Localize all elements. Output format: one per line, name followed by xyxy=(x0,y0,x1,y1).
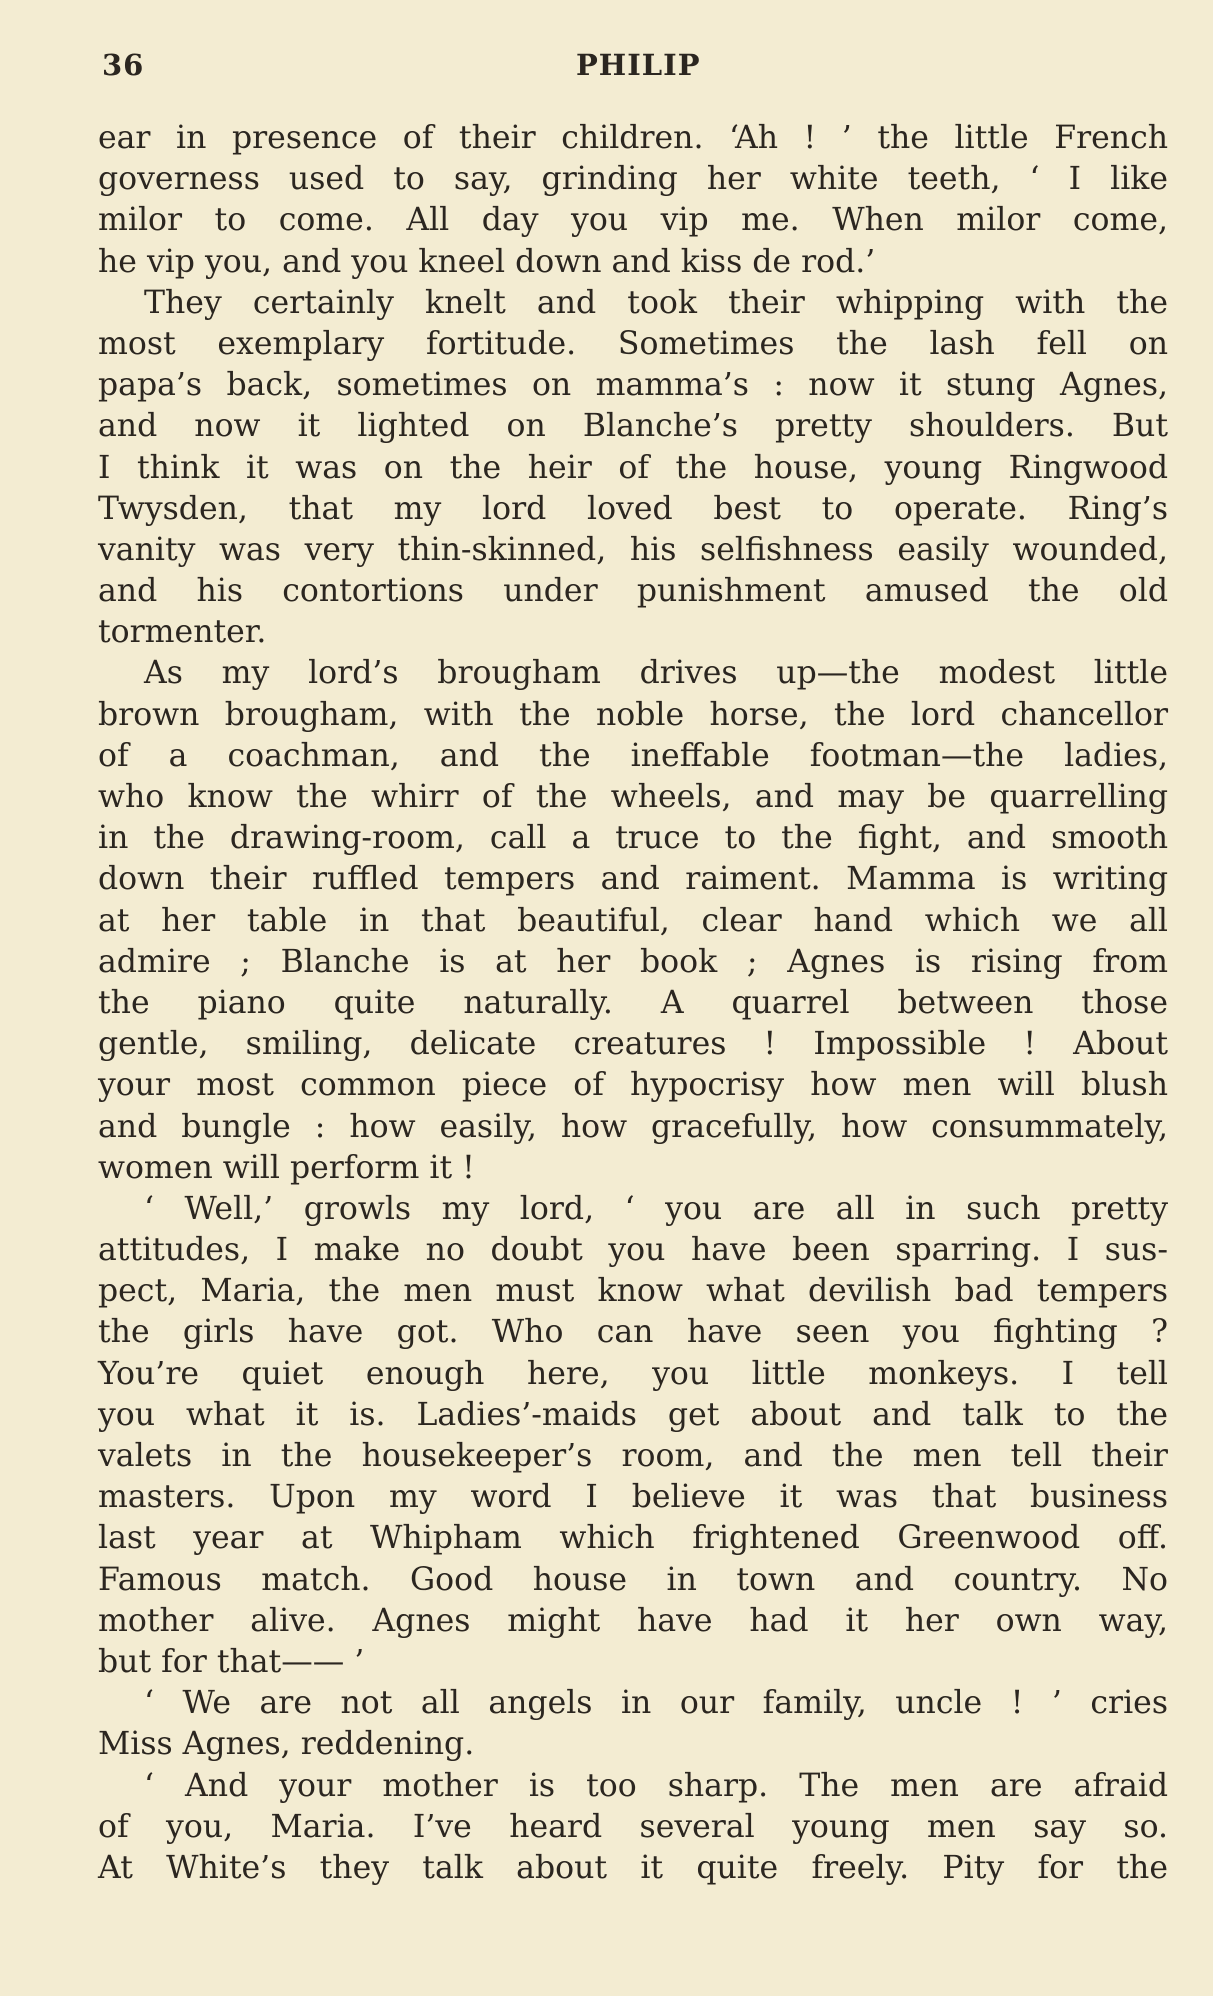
text-line: and now it lighted on Blanche’s pretty shoulders. But xyxy=(98,408,1168,445)
running-head xyxy=(102,48,1167,88)
text-line: you what it is. Ladies’-maids get about and talk to the xyxy=(98,1396,1168,1433)
text-line: mother alive. Agnes might have had it her own way, xyxy=(98,1602,1168,1639)
text-line: and bungle : how easily, how gracefully, how consummately, xyxy=(98,1108,1168,1145)
text-line: ‘ And your mother is too sharp. The men are afraid xyxy=(144,1767,1168,1804)
text-line: valets in the housekeeper’s room, and the men tell their xyxy=(98,1438,1168,1474)
text-line: ‘ Well,’ growls my lord, ‘ you are all in such pretty xyxy=(144,1190,1168,1227)
text-line: who know the whirr of the wheels, and may be quarrelling xyxy=(98,779,1168,815)
text-line: at her table in that beautiful, clear hand which we all xyxy=(98,902,1168,939)
text-line: governess used to say, grinding her white teeth, ‘ I like xyxy=(98,161,1168,198)
text-line: last year at Whipham which frightened Greenwood off. xyxy=(98,1520,1168,1557)
text-line: gentle, smiling, delicate creatures ! Impossible ! About xyxy=(98,1026,1168,1063)
text-line: As my lord’s brougham drives up—the modest little xyxy=(144,655,1168,692)
text-line: he vip you, and you kneel down and kiss de rod.’ xyxy=(98,243,876,280)
text-line: the girls have got. Who can have seen you fighting ? xyxy=(98,1314,1168,1351)
text-line: papa’s back, sometimes on mamma’s : now it stung Agnes, xyxy=(98,367,1168,404)
running-title: PHILIP xyxy=(576,48,701,82)
text-line: of you, Maria. I’ve heard several young men say so. xyxy=(98,1808,1168,1845)
text-line: milor to come. All day you vip me. When milor come, xyxy=(98,202,1168,239)
paragraph xyxy=(98,1683,1168,1765)
page-number: 36 xyxy=(102,48,145,82)
paragraph xyxy=(98,118,1168,283)
text-line: pect, Maria, the men must know what devilish bad tempers xyxy=(98,1273,1168,1310)
paragraph xyxy=(98,1766,1168,1890)
paragraph xyxy=(98,283,1168,654)
text-line: Twysden, that my lord loved best to operate. Ring’s xyxy=(98,490,1168,527)
text-line: tormenter. xyxy=(98,614,267,651)
text-line: vanity was very thin-skinned, his selfishness easily wounded, xyxy=(98,531,1168,568)
text-line: attitudes, I make no doubt you have been sparring. I sus- xyxy=(98,1232,1168,1269)
text-line: and his contortions under punishment amused the old xyxy=(98,573,1168,610)
text-line: but for that—— ’ xyxy=(98,1643,365,1680)
text-line: your most common piece of hypocrisy how men will blush xyxy=(98,1067,1168,1104)
text-line: Miss Agnes, reddening. xyxy=(98,1726,475,1763)
text-line: in the drawing-room, call a truce to the fight, and smooth xyxy=(98,820,1168,857)
text-line: I think it was on the heir of the house, young Ringwood xyxy=(98,449,1168,486)
paragraph xyxy=(98,1189,1168,1683)
text-line: ‘ We are not all angels in our family, uncle ! ’ cries xyxy=(144,1685,1168,1722)
text-line: of a coachman, and the ineffable footman—the ladies, xyxy=(98,737,1168,774)
text-line: You’re quiet enough here, you little monkeys. I tell xyxy=(98,1355,1168,1392)
paragraph xyxy=(98,653,1168,1188)
text-line: ear in presence of their children. ‘Ah ! ’ the little French xyxy=(98,120,1168,156)
text-line: They certainly knelt and took their whipping with the xyxy=(144,284,1168,321)
text-line: masters. Upon my word I believe it was that business xyxy=(98,1479,1168,1516)
text-line: most exemplary fortitude. Sometimes the lash fell on xyxy=(98,325,1168,362)
text-line: At White’s they talk about it quite freely. Pity for the xyxy=(98,1849,1168,1886)
text-line: Famous match. Good house in town and country. No xyxy=(98,1561,1168,1598)
text-line: the piano quite naturally. A quarrel between those xyxy=(98,984,1168,1021)
text-line: women will perform it ! xyxy=(98,1149,475,1186)
text-line: down their ruffled tempers and raiment. Mamma is writing xyxy=(98,861,1168,898)
text-line: admire ; Blanche is at her book ; Agnes is rising from xyxy=(98,943,1168,980)
body-text xyxy=(98,118,1168,1889)
text-line: brown brougham, with the noble horse, the lord chancellor xyxy=(98,696,1168,733)
